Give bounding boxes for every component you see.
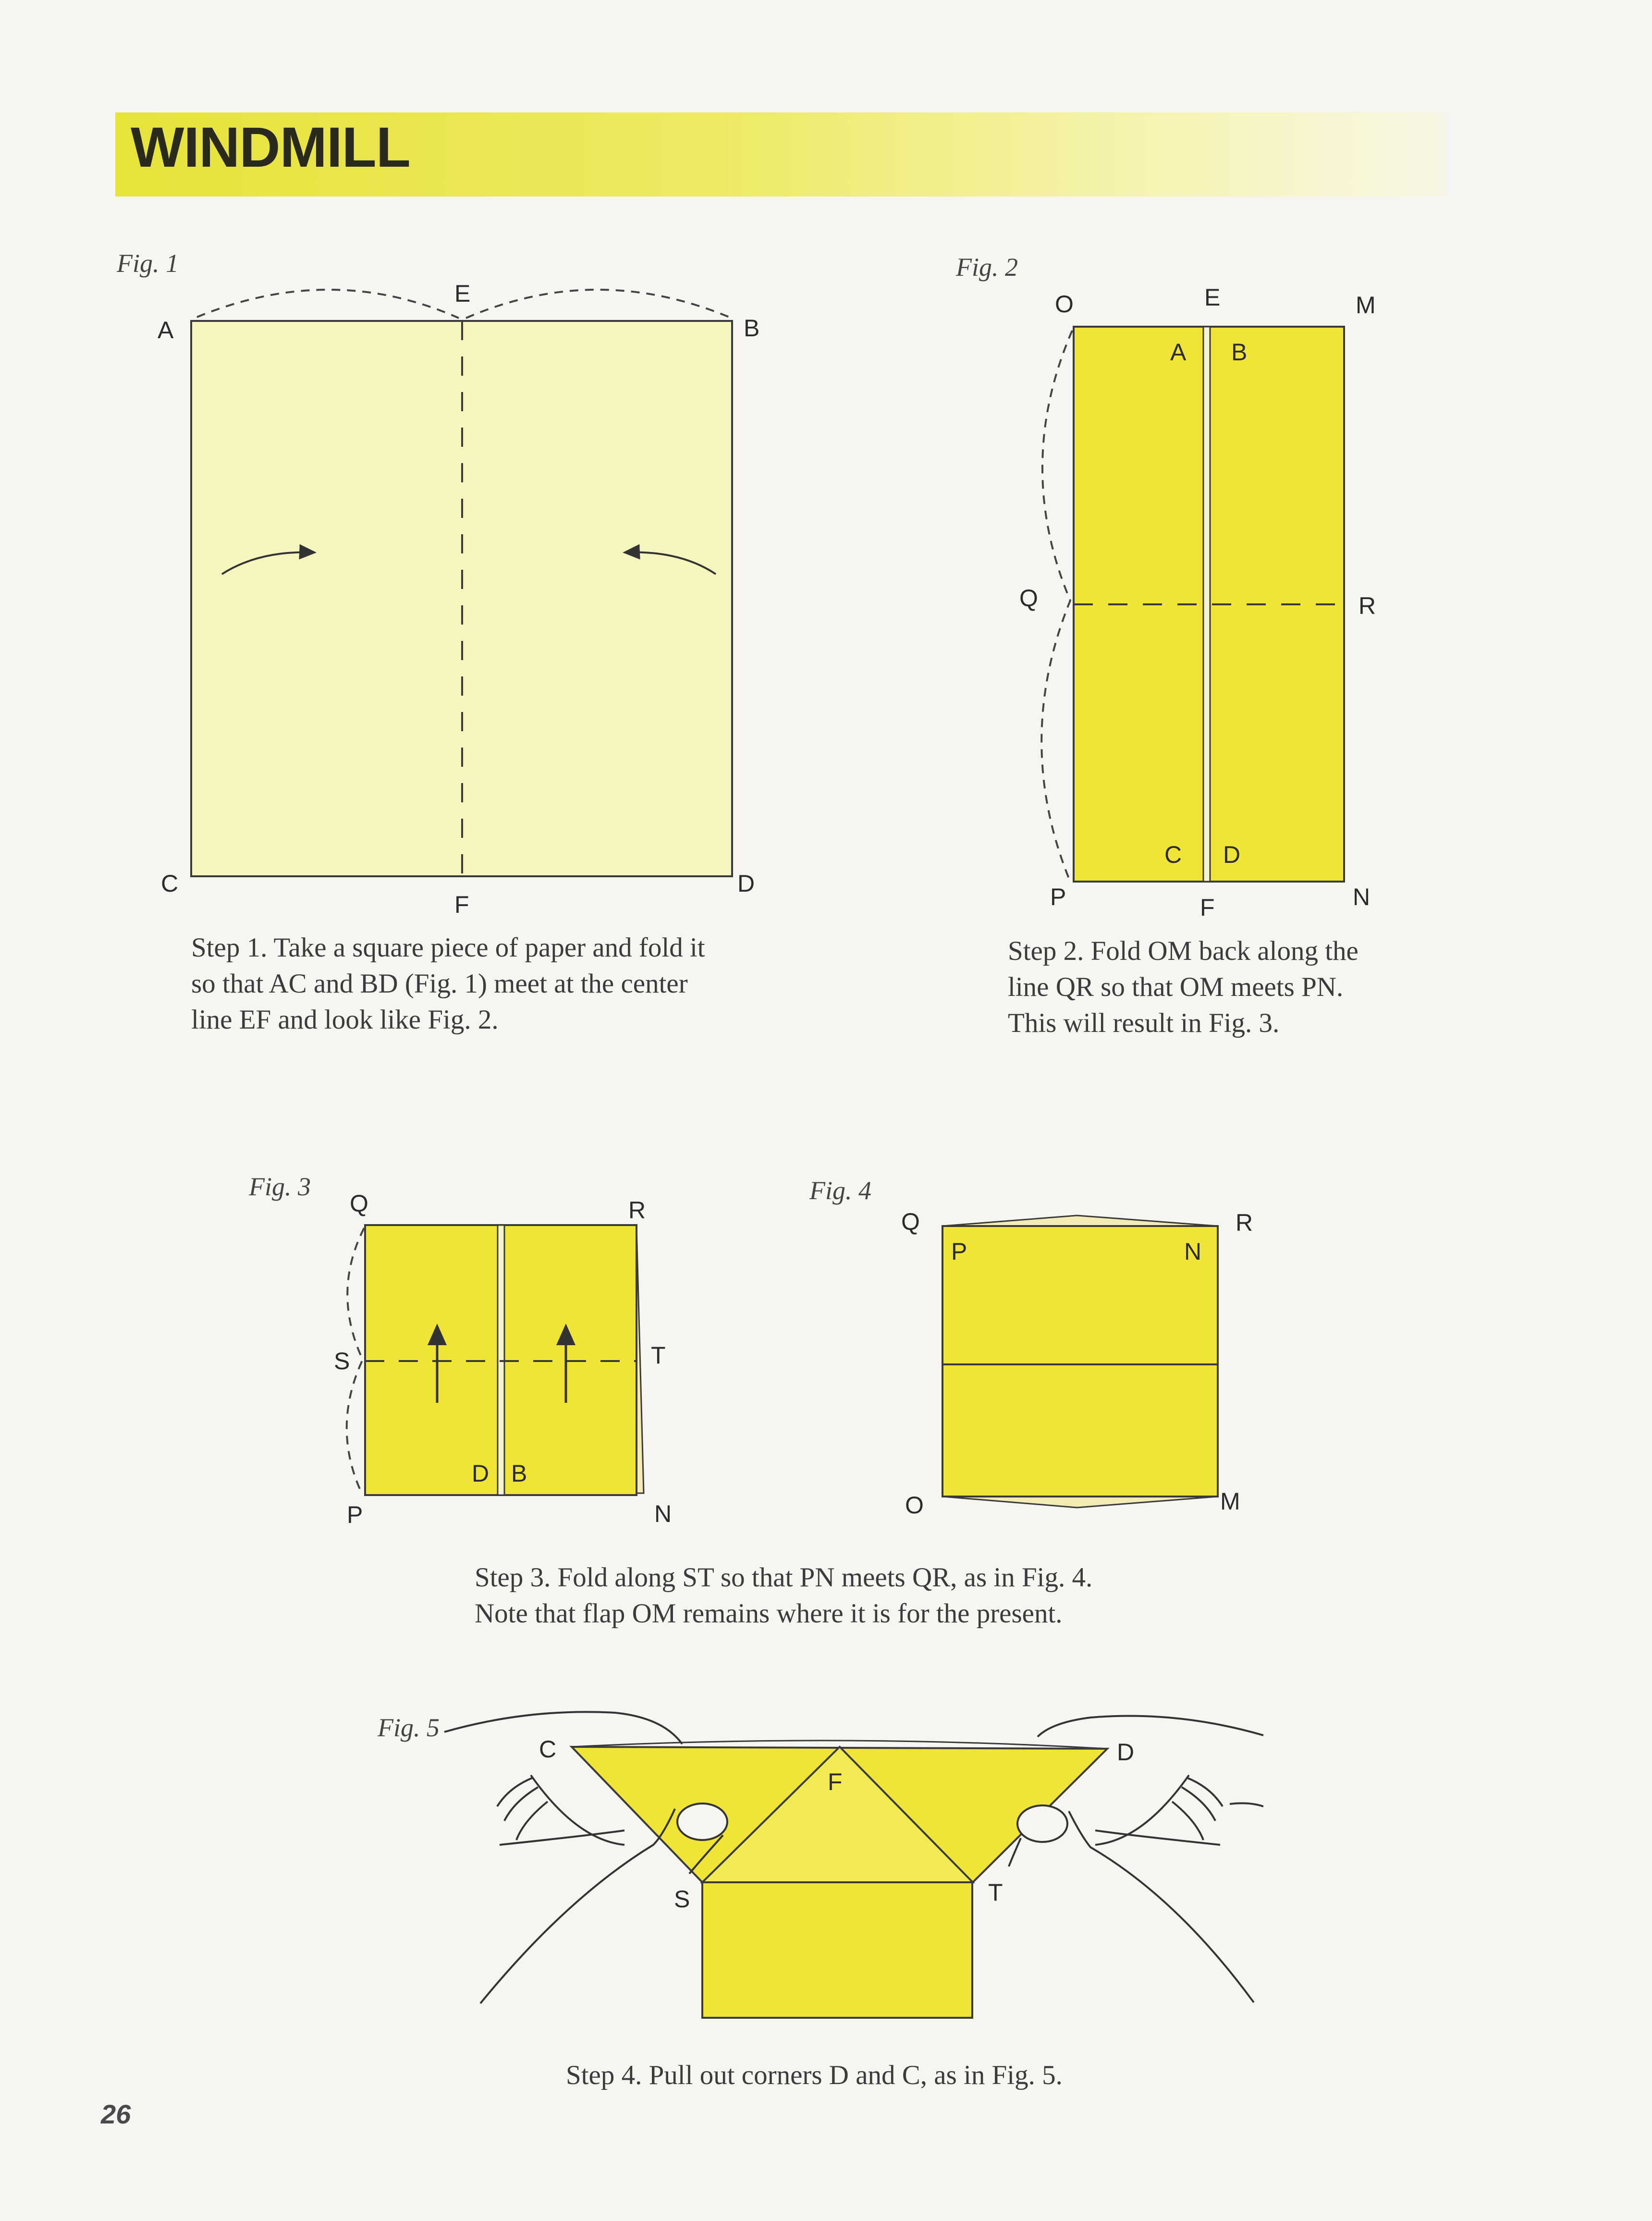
step-4-text — [566, 2057, 1063, 2093]
step-3-line-2: Note that flap OM remains where it is for the present. — [475, 1598, 1063, 1629]
fig1-point-f: F — [454, 891, 469, 918]
fig3-point-r: R — [628, 1197, 646, 1224]
step-2-line-2: line QR so that OM meets PN. — [1008, 972, 1344, 1002]
step-2-line-3: This will result in Fig. 3. — [1008, 1008, 1280, 1038]
bottom-square — [702, 1882, 972, 2018]
fig3-point-s: S — [334, 1348, 350, 1374]
figure-1 — [116, 249, 759, 918]
figure-2 — [955, 253, 1376, 921]
fig2-point-c: C — [1164, 841, 1182, 868]
fig1-point-c: C — [161, 870, 179, 897]
fig2-point-f: F — [1200, 894, 1215, 921]
fig5-point-s: S — [674, 1886, 690, 1913]
fig2-point-e: E — [1204, 284, 1221, 311]
step-1-line-3: line EF and look like Fig. 2. — [191, 1005, 499, 1035]
upper-panel — [942, 1226, 1218, 1364]
fig2-point-n: N — [1353, 883, 1371, 910]
fig3-point-q: Q — [350, 1190, 368, 1217]
figure-3 — [248, 1172, 672, 1528]
fig2-point-d: D — [1223, 841, 1241, 868]
figure-4-label: Fig. 4 — [809, 1176, 871, 1205]
step-4-line-1: Step 4. Pull out corners D and C, as in Fig. 5. — [566, 2060, 1063, 2090]
figure-1-label: Fig. 1 — [117, 249, 179, 278]
fig3-point-d: D — [472, 1460, 489, 1487]
figure-3-label: Fig. 3 — [249, 1172, 311, 1201]
fig1-point-d: D — [737, 870, 755, 897]
step-3-line-1: Step 3. Fold along ST so that PN meets QR, as in Fig. 4. — [475, 1562, 1093, 1593]
fig1-point-b: B — [744, 315, 760, 342]
fig1-point-a: A — [158, 317, 174, 344]
step-1-line-1: Step 1. Take a square piece of paper and fold it — [191, 933, 705, 963]
step-3-text — [475, 1559, 1092, 1632]
fig4-point-p: P — [951, 1238, 967, 1265]
fold-back-path — [1041, 331, 1072, 878]
fig3-point-p: P — [347, 1501, 363, 1528]
figure-5 — [377, 1712, 1263, 2018]
fig2-point-o: O — [1055, 291, 1074, 318]
figure-5-label: Fig. 5 — [378, 1713, 440, 1742]
fig5-point-d: D — [1117, 1739, 1135, 1766]
fig3-point-t: T — [651, 1342, 666, 1369]
fig2-point-a: A — [1170, 339, 1187, 366]
lower-panel — [942, 1364, 1218, 1497]
fig2-point-q: Q — [1019, 585, 1038, 612]
fold-path-left — [197, 290, 459, 318]
fold-path-right — [466, 290, 729, 318]
fig4-point-q: Q — [901, 1208, 920, 1235]
step-2-text — [1008, 933, 1358, 1041]
step-2-line-1: Step 2. Fold OM back along the — [1008, 936, 1358, 966]
fig2-point-p: P — [1050, 883, 1066, 910]
fig2-point-b: B — [1231, 339, 1248, 366]
top-flap — [942, 1215, 1218, 1226]
step-1-line-2: so that AC and BD (Fig. 1) meet at the center — [191, 969, 688, 999]
figure-2-label: Fig. 2 — [956, 253, 1018, 282]
step-1-text — [191, 930, 705, 1038]
page-number: 26 — [101, 2099, 131, 2129]
fig4-point-m: M — [1220, 1488, 1240, 1515]
fig3-point-b: B — [511, 1460, 527, 1487]
fig3-point-n: N — [654, 1500, 672, 1527]
fig2-point-m: M — [1356, 292, 1376, 319]
center-seam — [1203, 327, 1210, 882]
fig4-point-o: O — [905, 1492, 924, 1519]
page-title: WINDMILL — [131, 116, 410, 179]
fig4-point-n: N — [1184, 1238, 1202, 1265]
fig5-point-t: T — [988, 1879, 1003, 1906]
fig5-point-f: F — [828, 1768, 843, 1795]
fig4-point-r: R — [1236, 1209, 1253, 1236]
fig2-point-r: R — [1358, 592, 1376, 619]
fig1-point-e: E — [454, 280, 471, 307]
figure-4 — [809, 1176, 1253, 1519]
bottom-flap — [942, 1497, 1218, 1508]
fig5-point-c: C — [539, 1736, 557, 1763]
